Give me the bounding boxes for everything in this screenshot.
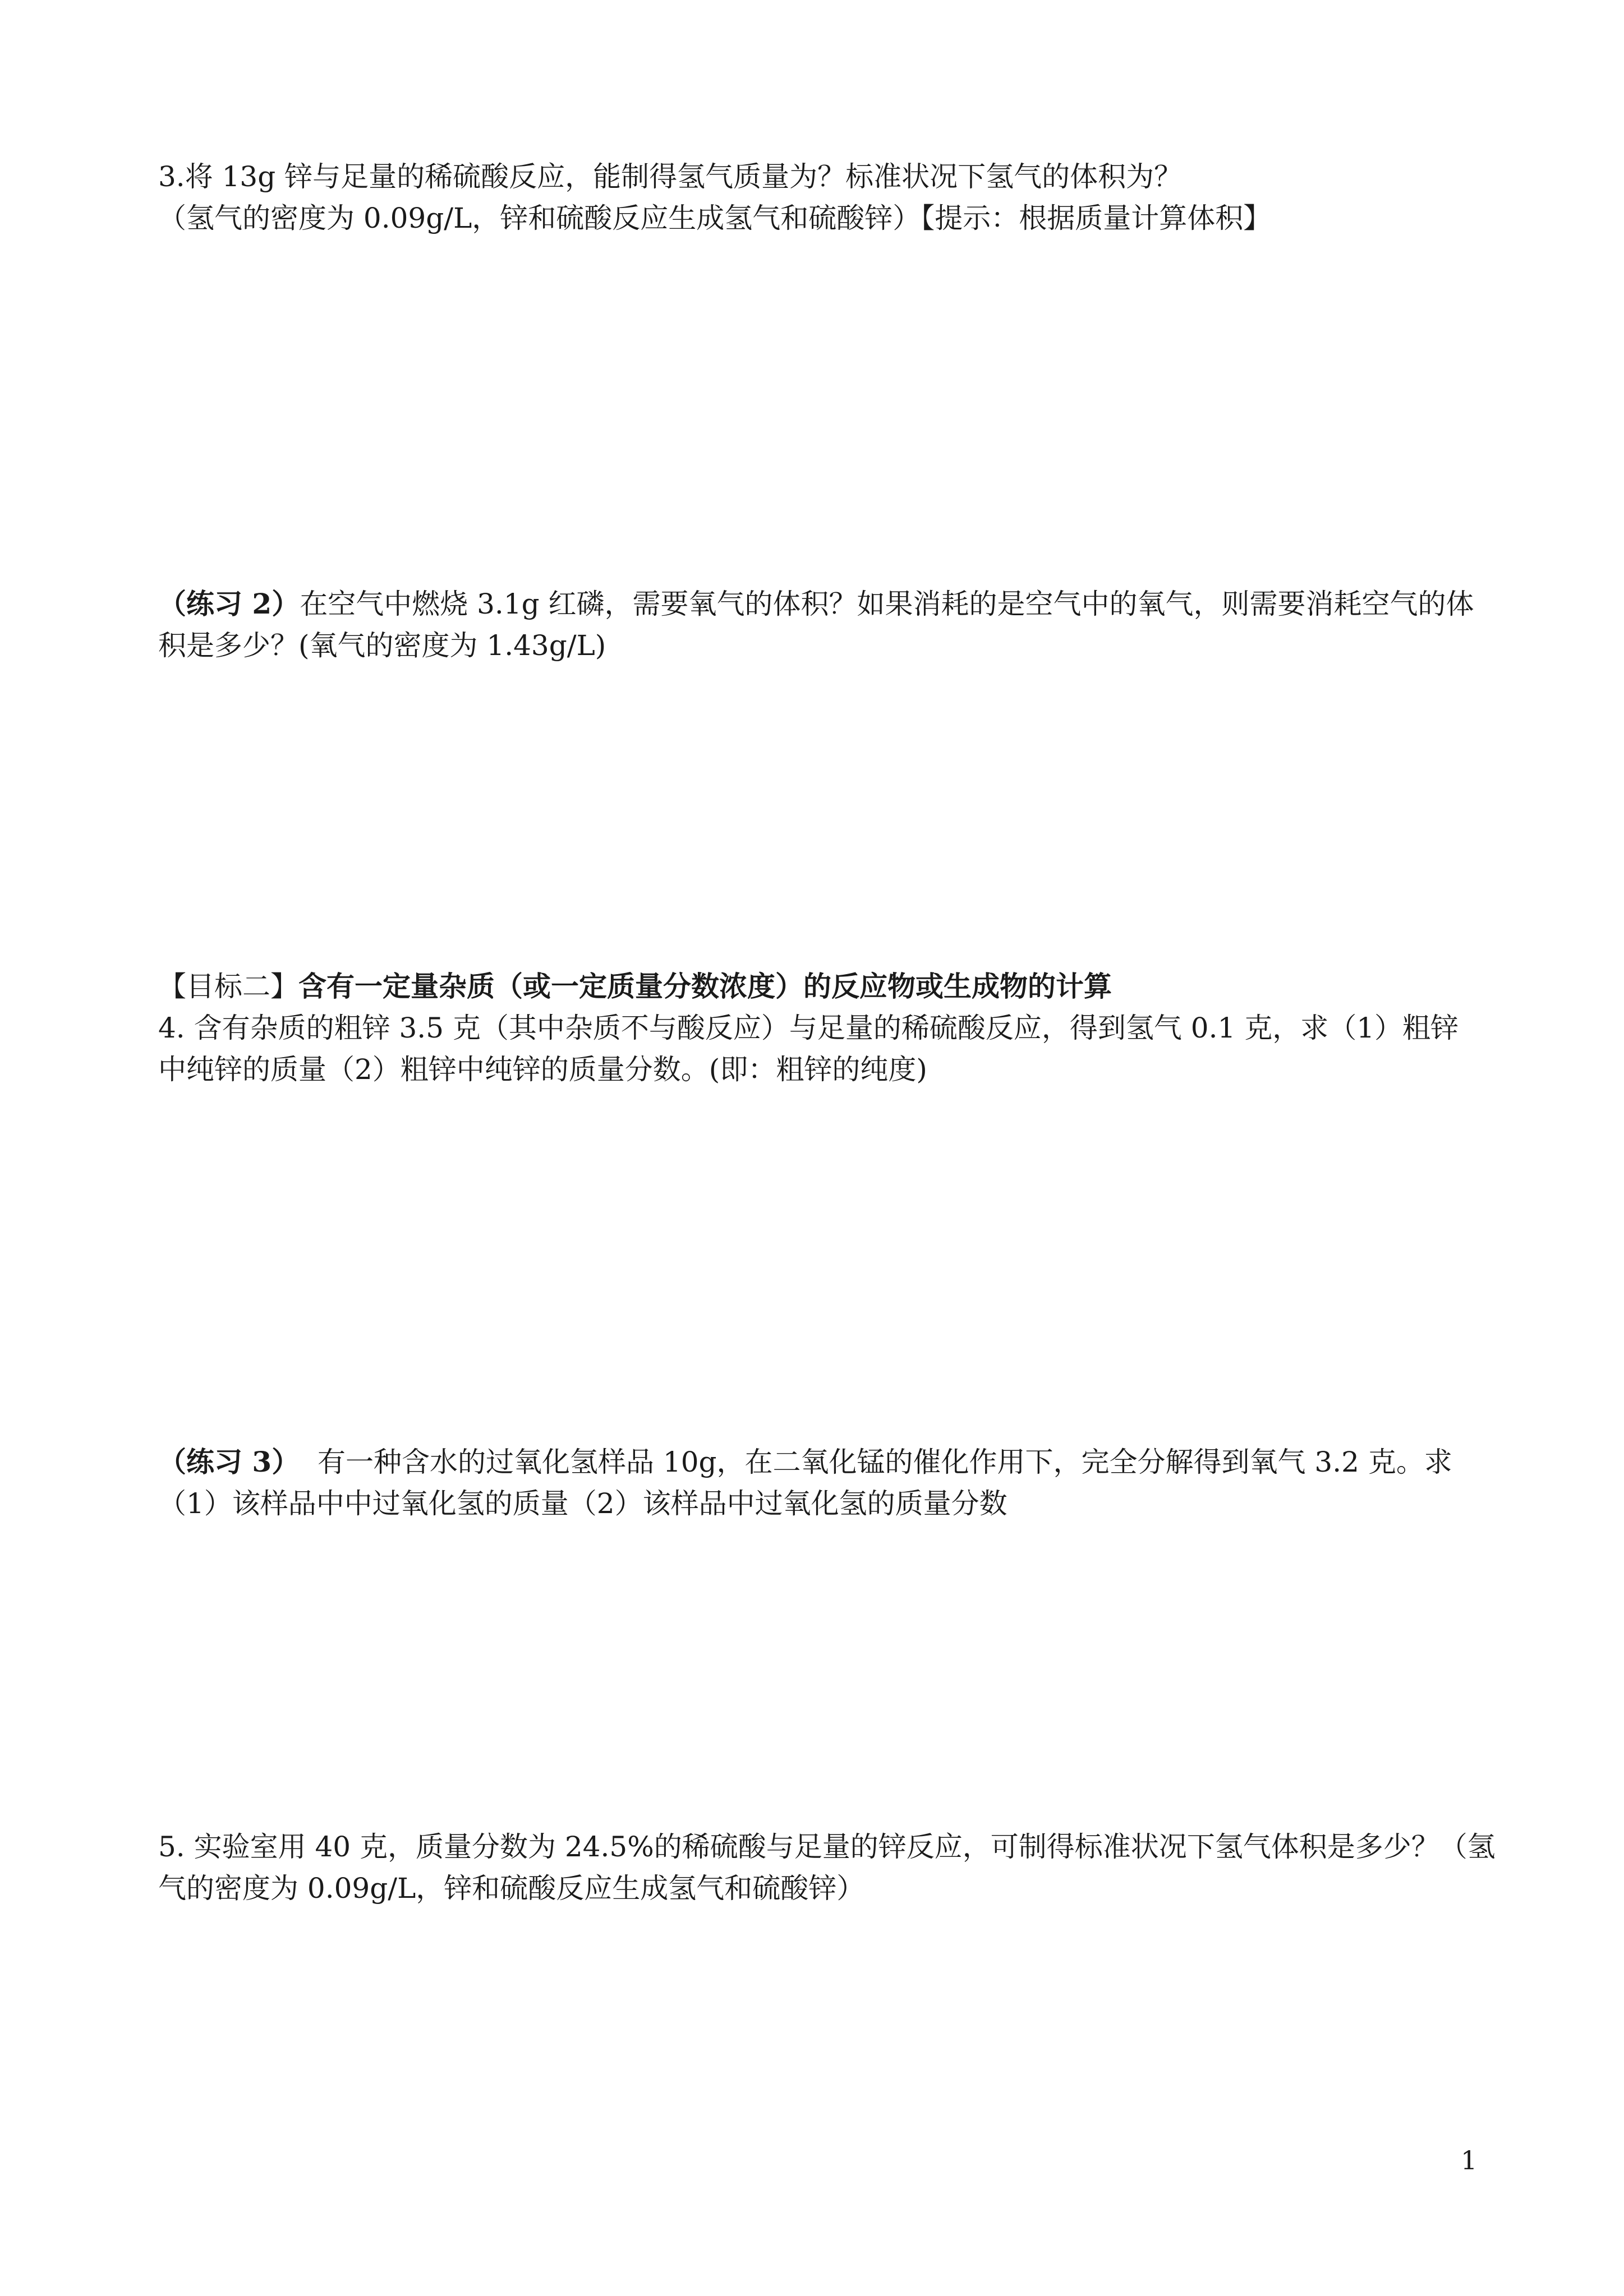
practice-2-label: （练习 2） — [158, 587, 300, 620]
question-3-line-1: 3.将 13g 锌与足量的稀硫酸反应，能制得氢气质量为？标准状况下氢气的体积为？ — [158, 160, 1183, 193]
page-number: 1 — [1461, 2145, 1478, 2175]
question-5-line-2: 气的密度为 0.09g/L，锌和硫酸反应生成氢气和硫酸锌） — [158, 1872, 865, 1905]
practice-2-text: 在空气中燃烧 3.1g 红磷，需要氧气的体积？如果消耗的是空气中的氧气，则需要消耗空气的体 — [300, 588, 1474, 620]
goal-2-section — [158, 966, 1493, 1090]
question-3-line-2: （氢气的密度为 0.09g/L，锌和硫酸反应生成氢气和硫酸锌）【提示：根据质量计算体积】 — [158, 202, 1272, 234]
goal-2-heading: 含有一定量杂质（或一定质量分数浓度）的反应物或生成物的计算 — [298, 970, 1112, 1003]
goal-2-bracket-label: 【目标二】 — [158, 970, 298, 1003]
practice-3-line-1 — [158, 1441, 1493, 1483]
question-4-line-1: 4. 含有杂质的粗锌 3.5 克（其中杂质不与酸反应）与足量的稀硫酸反应，得到氢气 0.1 克，求（1）粗锌 — [158, 1012, 1459, 1044]
practice-2-line-1 — [158, 583, 1493, 625]
practice-3-text: 有一种含水的过氧化氢样品 10g，在二氧化锰的催化作用下，完全分解得到氧气 3.2 克。求 — [300, 1446, 1452, 1478]
question-5-line-1: 5. 实验室用 40 克，质量分数为 24.5%的稀硫酸与足量的锌反应，可制得标准状况下氢气体积是多少？（氢 — [158, 1831, 1496, 1863]
question-5 — [158, 1826, 1496, 1909]
goal-2-heading-line — [158, 966, 1493, 1007]
practice-3 — [158, 1441, 1493, 1524]
practice-2 — [158, 583, 1493, 666]
question-4-line-2: 中纯锌的质量（2）粗锌中纯锌的质量分数。(即：粗锌的纯度) — [158, 1053, 927, 1086]
practice-3-label: （练习 3） — [158, 1445, 300, 1478]
practice-2-line-2: 积是多少？(氧气的密度为 1.43g/L) — [158, 629, 606, 662]
question-3 — [158, 156, 1493, 239]
practice-3-line-2: （1）该样品中中过氧化氢的质量（2）该样品中过氧化氢的质量分数 — [158, 1487, 1007, 1520]
